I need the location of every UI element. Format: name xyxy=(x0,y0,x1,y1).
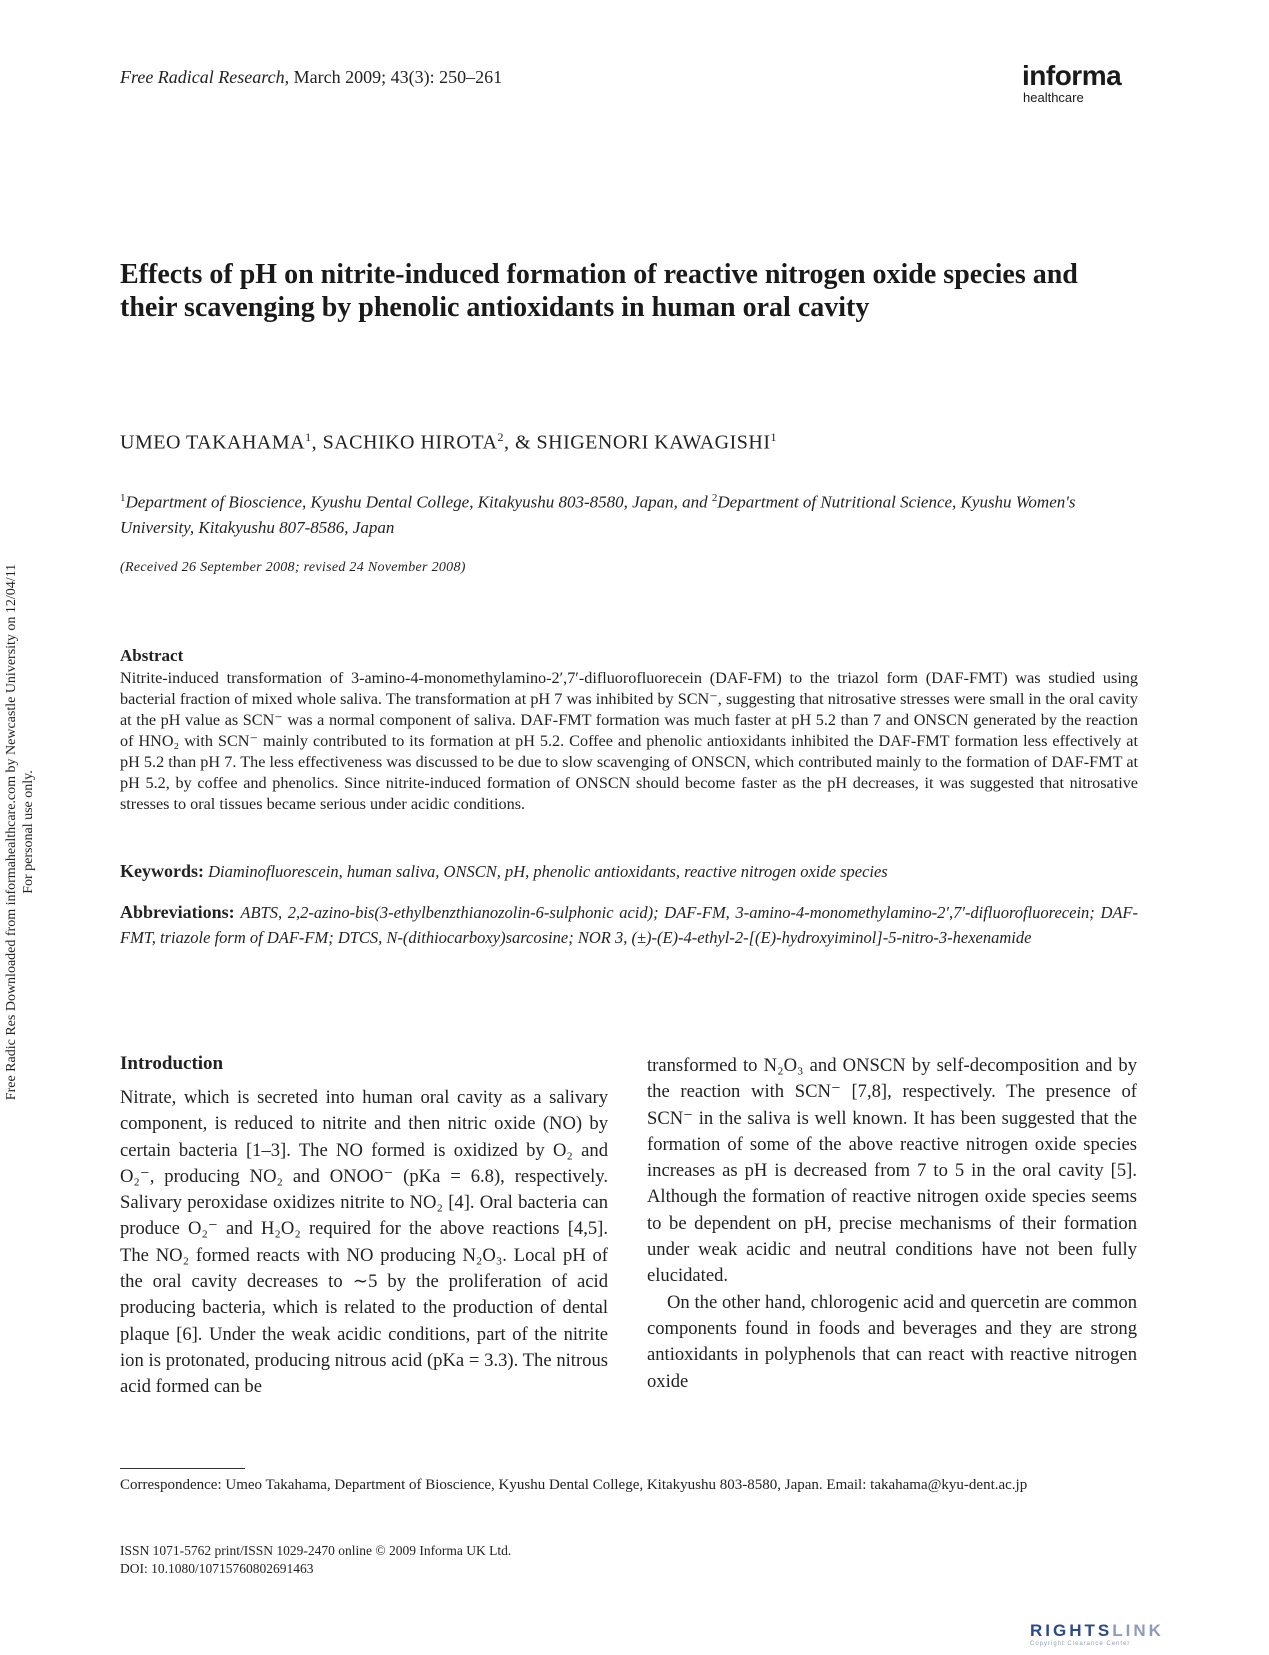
author-affiliation-mark: 1 xyxy=(305,430,312,444)
rightslink-strong: RIGHTS xyxy=(1030,1621,1113,1640)
author-affiliation-mark: 2 xyxy=(497,430,504,444)
keywords xyxy=(120,860,1138,883)
abbreviations xyxy=(120,900,1138,950)
abstract-body: Nitrite-induced transformation of 3-amino-4-monomethylamino-2′,7′-difluorofluorecein (DAF-FM) to the triazol form (DAF-FMT) was studied using bacterial fraction of mixed whole saliva. The transformation at pH 7 was inhibited by SCN⁻, suggesting that nitrosative stresses were small in the oral cavity at the pH value as SCN⁻ was a normal component of saliva. DAF-FMT formation was much faster at pH 5.2 than 7 and ONSCN generated by the reaction of HNO₂ with SCN⁻ mainly contributed to its formation at pH 5.2. Coffee and phenolic antioxidants inhibited the DAF-FMT formation less effectively at pH 5.2 than pH 7. The less effectiveness was discussed to be due to slow scavenging of ONSCN, which contributed mainly to the formation of DAF-FMT at pH 5.2, by coffee and phenolics. Since nitrite-induced formation of ONSCN should become faster as the pH decreases, it was suggested that nitrosative stresses to oral tissues became serious under acidic conditions. xyxy=(120,669,1138,813)
journal-issue: , March 2009; 43(3): 250–261 xyxy=(284,67,503,87)
publisher-logo xyxy=(1022,62,1142,106)
abstract-heading: Abstract xyxy=(120,646,184,665)
footnote-rule xyxy=(120,1468,245,1469)
rightslink-logo[interactable] xyxy=(1030,1621,1164,1641)
author-separator: , & xyxy=(503,431,537,454)
journal-name: Free Radical Research xyxy=(120,67,285,87)
keywords-text: Diaminofluorescein, human saliva, ONSCN, pH, phenolic antioxidants, reactive nitrogen oxide species xyxy=(208,862,888,881)
received-dates: (Received 26 September 2008; revised 24 November 2008) xyxy=(120,560,466,575)
author-name: UMEO TAKAHAMA xyxy=(120,431,306,454)
affiliation-text: Department of Bioscience, Kyushu Dental College, Kitakyushu 803-8580, Japan, and xyxy=(125,492,712,512)
abbreviations-text: ABTS, 2,2-azino-bis(3-ethylbenzthianozolin-6-sulphonic acid); DAF-FM, 3-amino-4-monomethylamino-2′,7′-difluorofluorecein; DAF-FMT, triazole form of DAF-FM; DTCS, N-(dithiocarboxy)sarcosine; NOR 3, (±)-(E)-4-ethyl-2-[(E)-hydroxyiminol]-5-nitro-3-hexenamide xyxy=(120,903,1139,947)
rightslink-tagline: Copyright Clearance Center xyxy=(1030,1641,1131,1647)
download-watermark xyxy=(0,512,40,1152)
intro-paragraph: Nitrate, which is secreted into human oral cavity as a salivary component, is reduced to nitrite and then nitric oxide (NO) by certain bacteria [1–3]. The NO formed is oxidized by O₂ and O₂⁻, producing NO₂ and ONOO⁻ (pKa = 6.8), respectively. Salivary peroxidase oxidizes nitrite to NO₂ [4]. Oral bacteria can produce O₂⁻ and H₂O₂ required for the above reactions [4,5]. The NO₂ formed reacts with NO producing N₂O₃. Local pH of the oral cavity decreases to ∼5 by the proliferation of acid producing bacteria, which is related to the production of dental plaque [6]. Under the weak acidic conditions, part of the nitrite ion is protonated, producing nitrous acid (pKa = 3.3). The nitrous acid formed can be xyxy=(120,1087,608,1398)
introduction-heading: Introduction xyxy=(120,1053,224,1074)
doi-line: DOI: 10.1080/10715760802691463 xyxy=(120,1561,314,1576)
affiliation-text: Department of Nutritional Science, Kyushu Women's University, Kitakyushu 807-8586, Japan xyxy=(120,492,1076,537)
author-list xyxy=(120,430,777,455)
intro-left-column xyxy=(120,1085,608,1401)
issn-doi xyxy=(120,1542,511,1578)
article-title: Effects of pH on nitrite-induced formation of reactive nitrogen oxide species and their scavenging by phenolic antioxidants in human oral cavity xyxy=(120,259,1078,323)
intro-right-column xyxy=(647,1053,1137,1395)
intro-paragraph: On the other hand, chlorogenic acid and quercetin are common components found in foods and beverages and they are strong antioxidants in polyphenols that can react with reactive nitrogen oxide xyxy=(647,1291,1137,1392)
logo-main: informa xyxy=(1022,60,1122,91)
keywords-label: Keywords: xyxy=(120,861,204,881)
rightslink-faint: LINK xyxy=(1112,1621,1164,1640)
author-name: SHIGENORI KAWAGISHI xyxy=(536,431,771,454)
author-affiliation-mark: 1 xyxy=(770,430,777,444)
abbreviations-label: Abbreviations: xyxy=(120,902,235,922)
affiliation-mark: 2 xyxy=(711,492,718,504)
affiliation-mark: 1 xyxy=(120,492,126,504)
watermark-line: Free Radic Res Downloaded from informahealthcare.com by Newcastle University on 12/04/11 xyxy=(4,563,19,1101)
author-name: SACHIKO HIROTA xyxy=(322,431,498,454)
watermark-line: For personal use only. xyxy=(21,770,36,894)
author-separator: , xyxy=(311,431,323,454)
intro-paragraph: transformed to N₂O₃ and ONSCN by self-decomposition and by the reaction with SCN⁻ [7,8], respectively. The presence of SCN⁻ in the saliva is well known. It has been suggested that the formation of some of the above reactive nitrogen oxide species increases as pH is decreased from 7 to 5 in the oral cavity [5]. Although the formation of reactive nitrogen oxide species seems to be dependent on pH, precise mechanisms of their formation under weak acidic and neutral conditions have not been fully elucidated. xyxy=(647,1055,1137,1287)
journal-citation xyxy=(120,67,502,88)
logo-sub: healthcare xyxy=(1023,90,1084,105)
issn-line: ISSN 1071-5762 print/ISSN 1029-2470 online © 2009 Informa UK Ltd. xyxy=(120,1543,512,1558)
affiliations xyxy=(120,486,1130,540)
correspondence-note: Correspondence: Umeo Takahama, Department of Bioscience, Kyushu Dental College, Kitakyushu 803-8580, Japan. Email: takahama@kyu-dent.ac.jp xyxy=(120,1477,1028,1493)
